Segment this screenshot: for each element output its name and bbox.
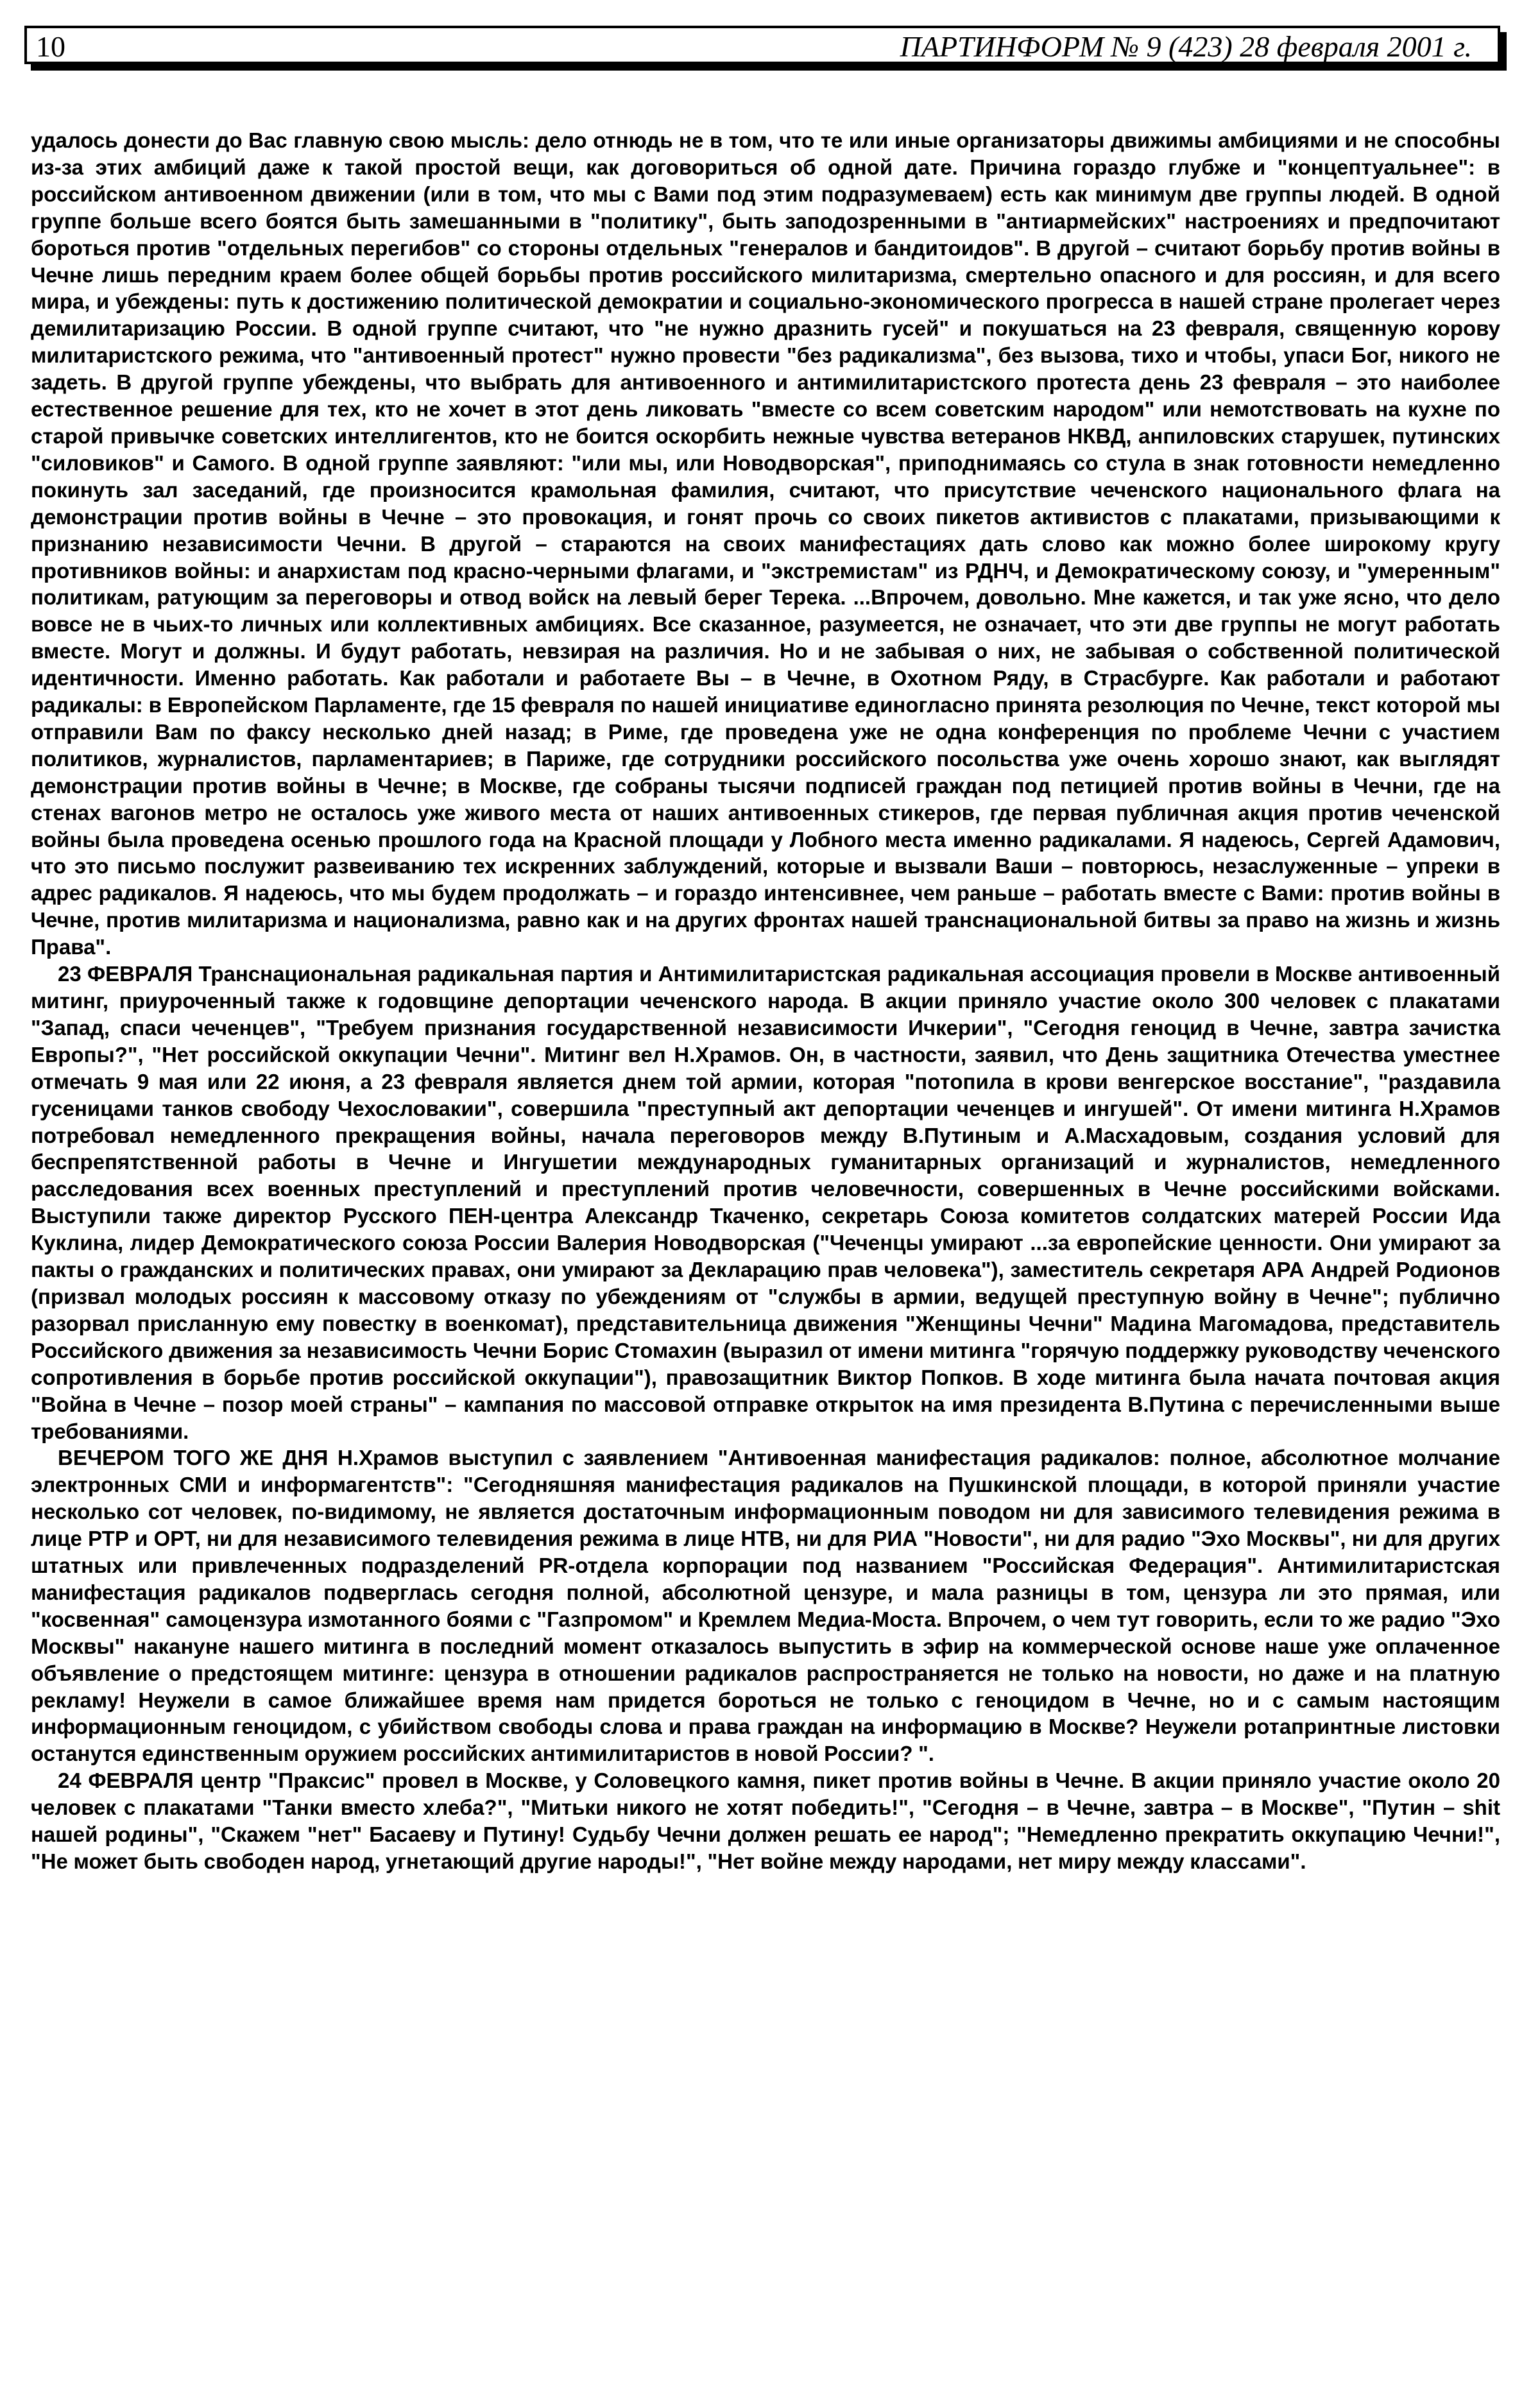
article-paragraph: ВЕЧЕРОМ ТОГО ЖЕ ДНЯ Н.Храмов выступил с заявлением "Антивоенная манифестация радикалов: полное, абсолютное молчание электронных СМИ и информагентств": "Сегодняшняя манифестация радикалов на Пушкинской площади, в которой приняли участие несколько сот человек, по-видимому, не является достаточным информационным поводом ни для зависимого телевидения режима в лице РТР и ОРТ, ни для независимого телевидения режима в лице НТВ, ни для РИА "Новости", ни для радио "Эхо Москвы", ни для других штатных или привлеченных подразделений PR-отдела корпорации под названием "Российская Федерация". Антимилитаристская манифестация радикалов подверглась сегодня полной, абсолютной цензуре, и мала разницы в том, цензура ли это прямая, или "косвенная" самоцензура измотанного боями с "Газпромом" и Кремлем Медиа-Моста. Впрочем, о чем тут говорить, если то же радио "Эхо Москвы" накануне нашего митинга в последний момент отказалось выпустить в эфир на коммерческой основе наше уже оплаченное объявление о предстоящем митинге: цензура в отношении радикалов распространяется не только на новости, но даже и на платную рекламу! Неужели в самое ближайшее время нам придется бороться не только с геноцидом в Чечне, но и с самым настоящим информационным геноцидом, с убийством свободы слова и права граждан на информацию в Москве? Неужели ротапринтные листовки останутся единственным оружием российских антимилитаристов в новой России? ". [31,1446,1500,1766]
page-number: 10 [36,30,65,63]
article-paragraph: удалось донести до Вас главную свою мысль: дело отнюдь не в том, что те или иные организаторы движимы амбициями и не способны из-за этих амбиций даже к такой простой вещи, как договориться об одной дате. Причина гораздо глубже и "концептуальнее": в российском антивоенном движении (или в том, что мы с Вами под этим подразумеваем) есть как минимум две группы людей. В одной группе больше всего боятся быть замешанными в "политику", быть заподозренными в "антиармейских" настроениях и предпочитают бороться против "отдельных перегибов" со стороны отдельных "генералов и бандитоидов". В другой – считают борьбу против войны в Чечне лишь передним краем более общей борьбы против российского милитаризма, смертельно опасного и для россиян, и для всего мира, и убеждены: путь к достижению политической демократии и социально-экономического прогресса в нашей стране пролегает через демилитаризацию России. В одной группе считают, что "не нужно дразнить гусей" и покушаться на 23 февраля, священную корову милитаристского режима, что "антивоенный протест" нужно провести "без радикализма", без вызова, тихо и чтобы, упаси Бог, никого не задеть. В другой группе убеждены, что выбрать для антивоенного и антимилитаристского протеста день 23 февраля – это наиболее естественное решение для тех, кто не хочет в этот день ликовать "вместе со всем советским народом" или немотствовать на кухне по старой привычке советских интеллигентов, кто не боится оскорбить нежные чувства ветеранов НКВД, анпиловских старушек, путинских "силовиков" и Самого. В одной группе заявляют: "или мы, или Новодворская", приподнимаясь со стула в знак готовности немедленно покинуть зал заседаний, где произносится крамольная фамилия, считают, что присутствие чеченского национального флага на демонстрации против войны в Чечне – это провокация, и гонят прочь со своих пикетов активистов с плакатами, призывающими к признанию независимости Чечни. В другой – стараются на своих манифестациях дать слово как можно более широкому кругу противников войны: и анархистам под красно-черными флагами, и "экстремистам" из РДНЧ, и Демократическому союзу, и "умеренным" политикам, ратующим за переговоры и отвод войск на левый берег Терека. ...Впрочем, довольно. Мне кажется, и так уже ясно, что дело вовсе не в чьих-то личных или коллективных амбициях. Все сказанное, разумеется, не означает, что эти две группы не могут работать вместе. Могут и должны. И будут работать, невзирая на различия. Но и не забывая о них, не забывая о собственной политической идентичности. Именно работать. Как работали и работаете Вы – в Чечне, в Охотном Ряду, в Страсбурге. Как работали и работают радикалы: в Европейском Парламенте, где 15 февраля по нашей инициативе единогласно принята резолюция по Чечне, текст которой мы отправили Вам по факсу несколько дней назад; в Риме, где проведена уже не одна конференция по проблеме Чечни с участием политиков, журналистов, парламентариев; в Париже, где сотрудники российского посольства уже очень хорошо знают, как выглядят демонстрации против войны в Чечне; в Москве, где собраны тысячи подписей граждан под петицией против войны в Чечни, где на стенах вагонов метро не осталось уже живого места от наших антивоенных стикеров, где первая публичная акция против чеченской войны была проведена осенью прошлого года на Красной площади у Лобного места именно радикалами. Я надеюсь, Сергей Адамович, что это письмо послужит развеиванию тех искренних заблуждений, которые и вызвали Ваши – повторюсь, незаслуженные – упреки в адрес радикалов. Я надеюсь, что мы будем продолжать – и гораздо интенсивнее, чем раньше – работать вместе с Вами: против войны в Чечне, против милитаризма и национализма, равно как и на других фронтах нашей транснациональной битвы за право на жизнь и жизнь Права". [31,128,1500,959]
article-body [31,127,1500,1875]
article-paragraph: 23 ФЕВРАЛЯ Транснациональная радикальная партия и Антимилитаристская радикальная ассоциация провели в Москве антивоенный митинг, приуроченный также к годовщине депортации чеченского народа. В акции приняло участие около 300 человек с плакатами "Запад, спаси чеченцев", "Требуем признания государственной независимости Ичкерии", "Сегодня геноцид в Чечне, завтра зачистка Европы?", "Нет российской оккупации Чечни". Митинг вел Н.Храмов. Он, в частности, заявил, что День защитника Отечества уместнее отмечать 9 мая или 22 июня, а 23 февраля является днем той армии, которая "потопила в крови венгерское восстание", "раздавила гусеницами танков свободу Чехословакии", совершила "преступный акт депортации чеченцев и ингушей". От имени митинга Н.Храмов потребовал немедленного прекращения войны, начала переговоров между В.Путиным и А.Масхадовым, создания условий для беспрепятственной работы в Чечне и Ингушетии международных гуманитарных организаций и журналистов, немедленного расследования всех военных преступлений и преступлений против человечности, совершенных в Чечне российскими войсками. Выступили также директор Русского ПЕН-центра Александр Ткаченко, секретарь Союза комитетов солдатских матерей России Ида Куклина, лидер Демократического союза России Валерия Новодворская ("Чеченцы умирают ...за европейские ценности. Они умирают за пакты о гражданских и политических правах, они умирают за Декларацию прав человека"), заместитель секретаря АРА Андрей Родионов (призвал молодых россиян к массовому отказу по убеждениям от "службы в армии, ведущей преступную войну в Чечне"; публично разорвал присланную ему повестку в военкомат), представительница движения "Женщины Чечни" Мадина Магомадова, представитель Российского движения за независимость Чечни Борис Стомахин (выразил от имени митинга "горячую поддержку руководству чеченского сопротивления в борьбе против российской оккупации"), правозащитник Виктор Попков. В ходе митинга была начата почтовая акция "Война в Чечне – позор моей страны" – кампания по массовой отправке открыток на имя президента В.Путина с перечисленными выше требованиями. [31,962,1500,1443]
page-header [24,26,1500,64]
article-paragraph: 24 ФЕВРАЛЯ центр "Праксис" провел в Москве, у Соловецкого камня, пикет против войны в Чечне. В акции приняло участие около 20 человек с плакатами "Танки вместо хлеба?", "Митьки никого не хотят победить!", "Сегодня – в Чечне, завтра – в Москве", "Путин – shit нашей родины", "Скажем "нет" Басаеву и Путину! Судьбу Чечни должен решать ее народ"; "Немедленно прекратить оккупацию Чечни!", "Не может быть свободен народ, угнетающий другие народы!", "Нет войне между народами, нет миру между классами". [31,1769,1500,1873]
issue-info: ПАРТИНФОРМ № 9 (423) 28 февраля 2001 г. [900,30,1472,63]
